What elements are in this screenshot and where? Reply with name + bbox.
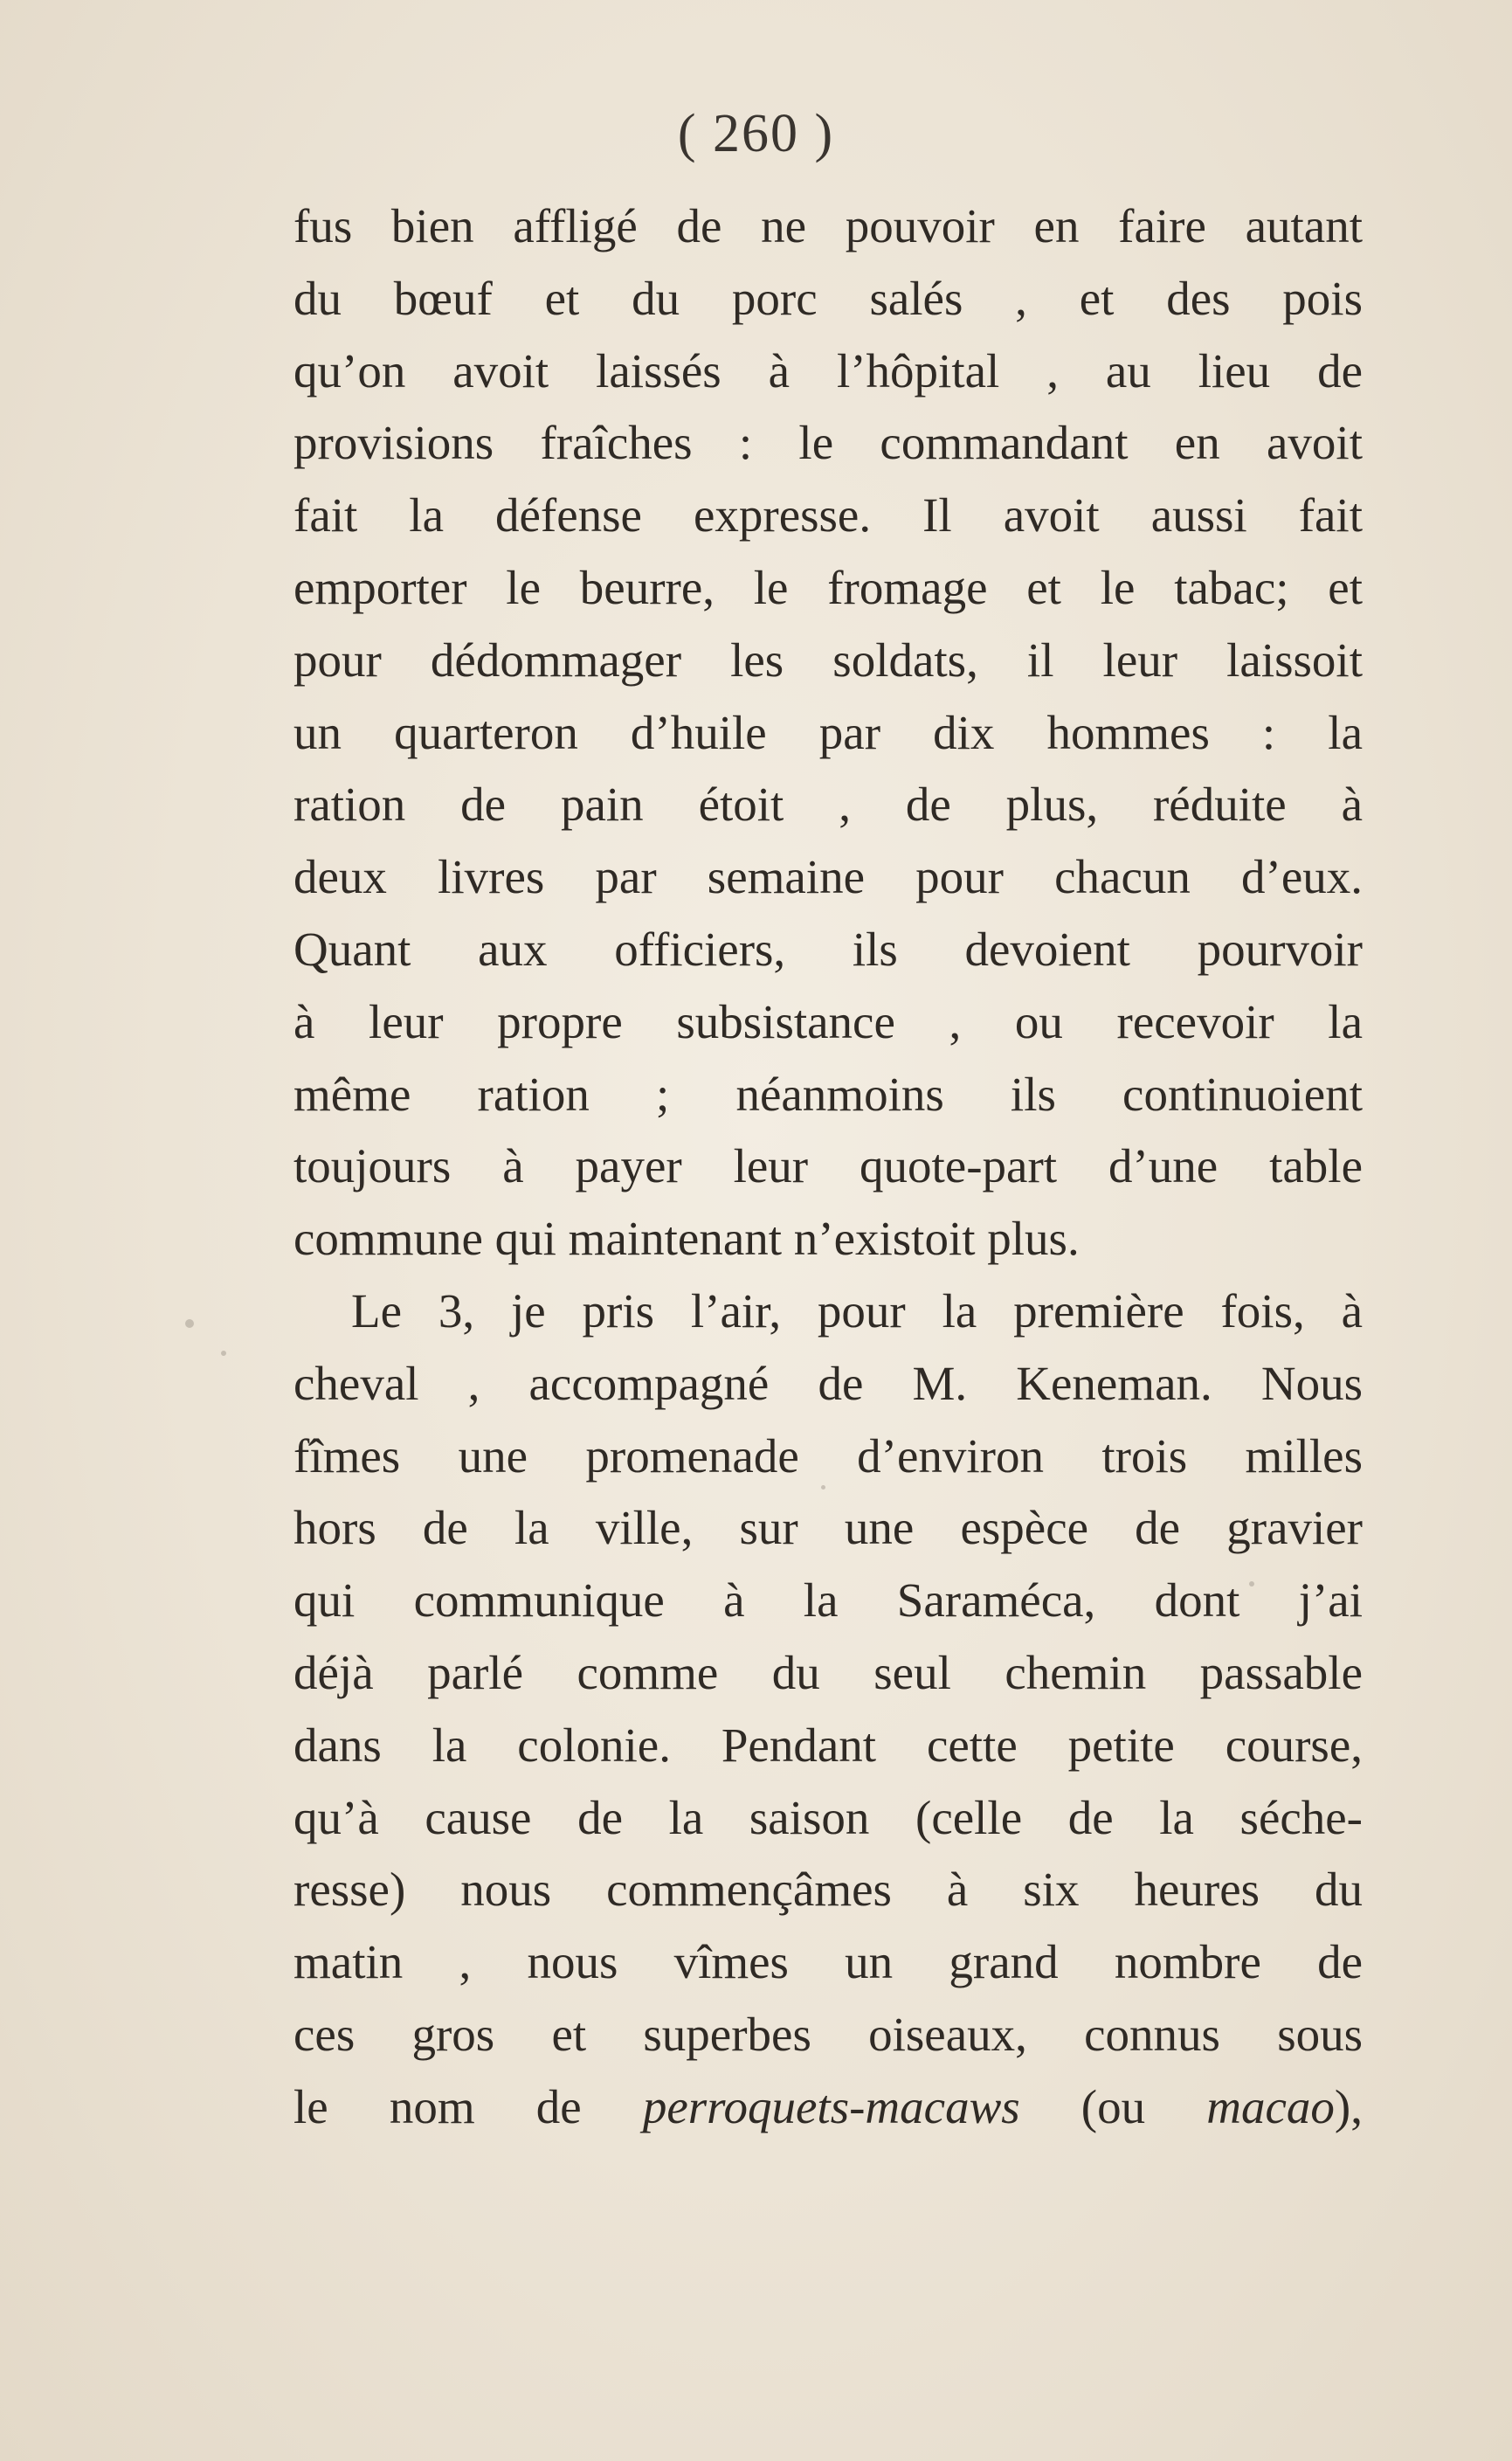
text-line: du bœuf et du porc salés , et des pois bbox=[293, 271, 1363, 325]
text-line: fait la défense expresse. Il avoit aussi fait bbox=[293, 488, 1363, 543]
text-line: qui communique à la Saraméca, dont j’ai bbox=[293, 1573, 1363, 1628]
paper-speck bbox=[821, 1485, 825, 1490]
paper-speck bbox=[221, 1351, 226, 1356]
text-line: deux livres par semaine pour chacun d’eux. bbox=[293, 850, 1363, 904]
text-segment: le nom de bbox=[293, 2079, 643, 2133]
text-line: dans la colonie. Pendant cette petite course, bbox=[293, 1718, 1363, 1772]
paper-speck bbox=[1249, 1581, 1254, 1587]
text-line: un quarteron d’huile par dix hommes : la bbox=[293, 705, 1363, 759]
text-line: ces gros et superbes oiseaux, connus sous bbox=[293, 2007, 1363, 2061]
page-number: ( 260 ) bbox=[677, 104, 835, 163]
text-line: matin , nous vîmes un grand nombre de bbox=[293, 1935, 1363, 1989]
text-line: pour dédommager les soldats, il leur laissoit bbox=[293, 633, 1363, 687]
text-segment: ), bbox=[1334, 2079, 1363, 2133]
text-line: déjà parlé comme du seul chemin passable bbox=[293, 1645, 1363, 1699]
text-line: toujours à payer leur quote-part d’une table bbox=[293, 1139, 1363, 1193]
text-line: hors de la ville, sur une espèce de gravier bbox=[293, 1501, 1363, 1555]
text-line: qu’à cause de la saison (celle de la séche- bbox=[293, 1790, 1363, 1844]
text-segment: (ou bbox=[1019, 2079, 1207, 2133]
text-line: Quant aux officiers, ils devoient pourvoir bbox=[293, 922, 1363, 976]
italic-term: macao bbox=[1206, 2079, 1335, 2133]
italic-term: perroquets-macaws bbox=[642, 2079, 1020, 2133]
text-line-paragraph-start: Le 3, je pris l’air, pour la première fois, à bbox=[351, 1283, 1363, 1338]
text-line-last bbox=[293, 2071, 1363, 2144]
text-line: fîmes une promenade d’environ trois milles bbox=[293, 1428, 1363, 1483]
text-line: à leur propre subsistance , ou recevoir la bbox=[293, 994, 1363, 1048]
text-line: resse) nous commençâmes à six heures du bbox=[293, 1863, 1363, 1917]
text-line: fus bien affligé de ne pouvoir en faire autant bbox=[293, 199, 1363, 252]
text-line: commune qui maintenant n’existoit plus. bbox=[293, 1212, 1080, 1266]
body-text bbox=[293, 190, 1363, 2144]
paper-speck bbox=[185, 1319, 194, 1328]
text-line: même ration ; néanmoins ils continuoient bbox=[293, 1067, 1363, 1121]
text-line: emporter le beurre, le fromage et le tabac; et bbox=[293, 560, 1363, 614]
text-line: ration de pain étoit , de plus, réduite à bbox=[293, 778, 1363, 832]
text-line: cheval , accompagné de M. Keneman. Nous bbox=[293, 1356, 1363, 1410]
text-line: qu’on avoit laissés à l’hôpital , au lieu de bbox=[293, 343, 1363, 397]
text-line: provisions fraîches : le commandant en avoit bbox=[293, 416, 1363, 470]
